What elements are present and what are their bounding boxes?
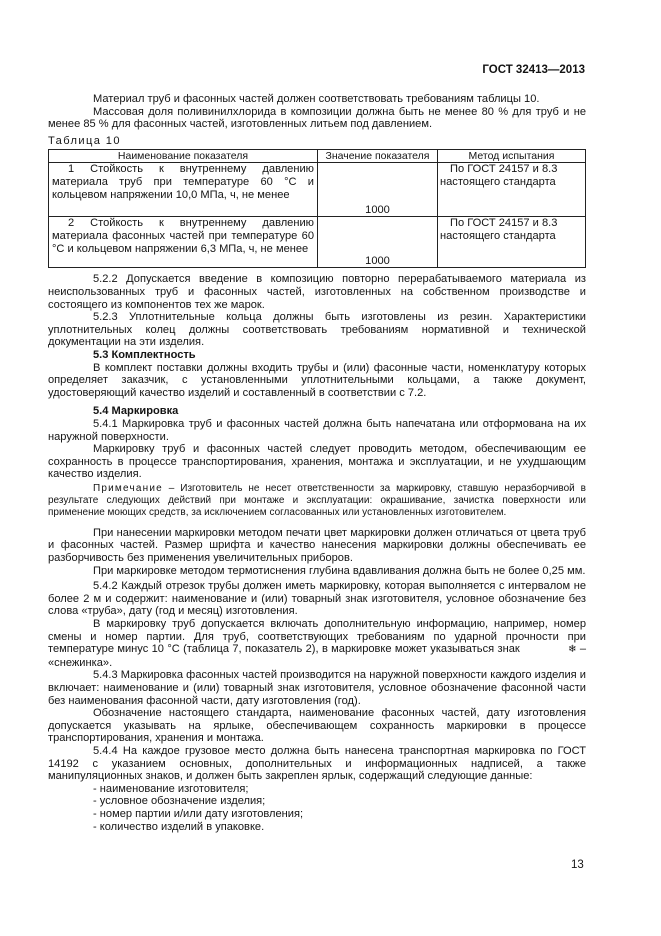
list-item: - наименование изготовителя;	[93, 782, 249, 795]
intro-paragraph-1: Материал труб и фасонных частей должен соответствовать требованиям таблицы 10.	[93, 93, 540, 105]
note-label: Примечание	[93, 482, 163, 494]
document-code: ГОСТ 32413—2013	[482, 64, 585, 76]
clause-5-4-3-b: Обозначение настоящего стандарта, наименование фасонных частей, дату изготовления допускается указывать на ярлыке, обеспечивающем сохранность маркировки в процессе транспортирования, хранения и монтажа.	[48, 707, 586, 745]
list-item: - номер партии и/или дату изготовления;	[93, 807, 304, 820]
table-cell-name: 1 Стойкость к внутреннему давлению материала труб при температуре 60 °С и кольцевом напряжении 10,0 МПа, ч, не менее	[49, 163, 318, 217]
clause-5-4-2-b	[48, 618, 586, 669]
page-number: 13	[571, 859, 584, 871]
requirements-table	[48, 149, 586, 268]
clause-5-4-2-b-tail: – «снежинка».	[48, 643, 586, 669]
clause-5-4-1: 5.4.1 Маркировка труб и фасонных частей должна быть напечатана или отформована на их наружной поверхности.	[48, 417, 586, 443]
note	[48, 483, 586, 519]
snowflake-icon: ❄	[568, 644, 577, 656]
table-row	[49, 163, 586, 217]
thermo-marking-paragraph: При маркировке методом термотиснения глубина вдавливания должна быть не более 0,25 мм.	[93, 564, 586, 577]
table-cell-name: 2 Стойкость к внутреннему давлению материала фасонных частей при температуре 60 °С и кольцевом напряжении 6,3 МПа, ч, не менее	[49, 217, 318, 268]
table-cell-method: По ГОСТ 24157 и 8.3 настоящего стандарта	[438, 163, 586, 217]
heading-5-3: 5.3 Комплектность	[93, 348, 196, 361]
clause-5-4-1-b: Маркировку труб и фасонных частей следует проводить методом, обеспечивающим ее сохранность в процессе транспортирования, хранения, монтажа и эксплуатации, и не ухудшающим качество изделия.	[48, 443, 586, 481]
table-header-row	[49, 150, 586, 163]
column-header-method: Метод испытания	[438, 150, 586, 163]
clause-5-4-3: 5.4.3 Маркировка фасонных частей производится на наружной поверхности каждого изделия и включает: наименование и (или) товарный знак изготовителя, условное обозначение фасонной части без наименования фасонной части, дату изготовления (год).	[48, 669, 586, 707]
clause-5-4-4: 5.4.4 На каждое грузовое место должна быть нанесена транспортная маркировка по ГОСТ 14192 с указанием основных, дополнительных и информационных надписей, а также манипуляционных знаков, и должен быть закреплен ярлык, содержащий следующие данные:	[48, 744, 586, 783]
list-item: - условное обозначение изделия;	[93, 795, 266, 808]
column-header-value: Значение показателя	[318, 150, 438, 163]
table-cell-method: По ГОСТ 24157 и 8.3 настоящего стандарта	[438, 217, 586, 268]
clause-5-4-2: 5.4.2 Каждый отрезок трубы должен иметь маркировку, которая выполняется с интервалом не более 2 м и содержит: наименование и (или) товарный знак изготовителя, условное обозначение без слова «труба», дату (год и месяц) изготовления.	[48, 580, 586, 618]
clause-5-2-2: 5.2.2 Допускается введение в композицию повторно перерабатываемого материала из неиспользованных труб и фасонных частей, изготовленных на собственном производстве и состоящего из компонентов тех же марок.	[48, 273, 586, 311]
heading-5-4: 5.4 Маркировка	[93, 405, 179, 418]
label-data-list	[48, 783, 586, 833]
table-row	[49, 217, 586, 268]
clause-5-4-2-b-text: В маркировку труб допускается включать дополнительную информацию, например, номер смены и номер партии. Для труб, соответствующих требованиям по ударной прочности при температуре минус 10 °С (таблица 7, показатель 2), в маркировке может указываться знак	[48, 618, 586, 656]
column-header-name: Наименование показателя	[49, 150, 318, 163]
intro-paragraph-2: Массовая доля поливинилхлорида в композиции должна быть не менее 80 % для труб и не менее 85 % для фасонных частей, изготовленных литьем под давлением.	[48, 105, 586, 131]
page-body	[48, 60, 586, 833]
list-item: - количество изделий в упаковке.	[93, 820, 265, 833]
clause-5-3: В комплект поставки должны входить трубы и (или) фасонные части, номенклатуру которых определяет заказчик, с установленными уплотнительными кольцами, а также документ, удостоверяющий качество изделий и составленный в соответствии с 7.2.	[48, 361, 586, 399]
print-marking-paragraph: При нанесении маркировки методом печати цвет маркировки должен отличаться от цвета труб и фасонных частей. Размер шрифта и качество нанесения маркировки должны обеспечивать ее разборчивость без применения увеличительных приборов.	[48, 526, 586, 565]
note-text: – Изготовитель не несет ответственности за маркировку, ставшую неразборчивой в результате следующих действий при монтаже и эксплуатации: окрашивание, зачистка поверхности или применение моющих средств, за исключением согласованных или установленных изготовителем.	[48, 482, 586, 518]
table-cell-value: 1000	[318, 217, 438, 268]
clause-5-2-3: 5.2.3 Уплотнительные кольца должны быть изготовлены из резин. Характеристики уплотнительных колец должны соответствовать требованиям нормативной и технической документации на эти изделия.	[48, 311, 586, 349]
table-cell-value: 1000	[318, 163, 438, 217]
table-caption: Таблица 10	[48, 134, 121, 147]
